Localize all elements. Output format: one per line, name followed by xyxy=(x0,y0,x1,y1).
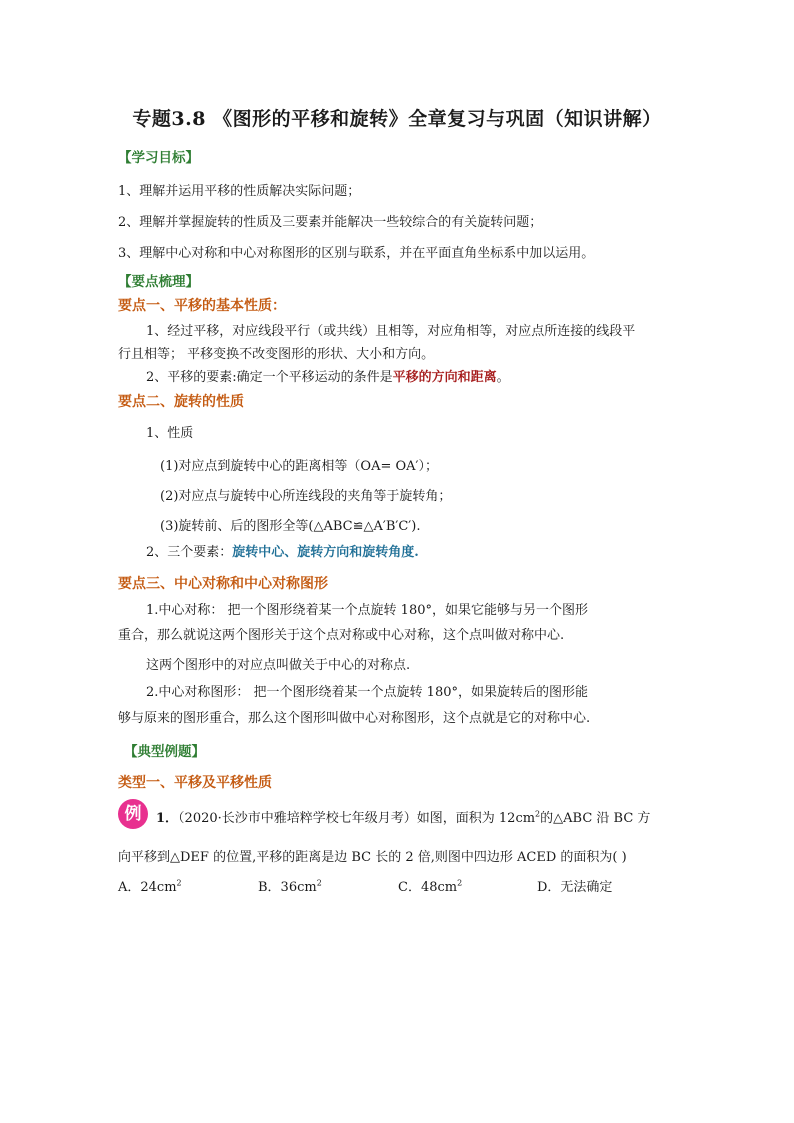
point3-c2-line2: 够与原来的图形重合，那么这个图形叫做中心对称图形，这个点就是它的对称中心. xyxy=(118,711,591,726)
point2-item2: (2)对应点与旋转中心所连线段的夹角等于旋转角； xyxy=(160,489,452,504)
keypoints-heading: 【要点梳理】 xyxy=(118,274,199,290)
option-b-sup: 2 xyxy=(316,878,322,888)
question-number: 1． xyxy=(156,811,179,826)
point3-c1-line2: 重合，那么就说这两个图形关于这个点对称或中心对称，这个点叫做对称中心. xyxy=(118,628,565,643)
option-a xyxy=(118,876,182,895)
point1-p2-text: 2、平移的要素:确定一个平移运动的条件是 xyxy=(146,370,393,385)
objective-item-3: 3、理解中心对称和中心对称图形的区别与联系，并在平面直角坐标系中加以运用。 xyxy=(118,246,595,261)
point1-heading: 要点一、平移的基本性质： xyxy=(118,298,286,314)
question1-line2: 向平移到△DEF 的位置,平移的距离是边 BC 长的 2 倍,则图中四边形 ACED 的面积为( ) xyxy=(118,850,627,865)
option-c xyxy=(398,876,462,895)
option-c-sup: 2 xyxy=(457,878,463,888)
question1-line1 xyxy=(156,807,650,826)
point2-sub2 xyxy=(146,541,419,560)
page-title: 专题3.8 《图形的平移和旋转》全章复习与巩固（知识讲解） xyxy=(132,108,662,130)
objectives-heading: 【学习目标】 xyxy=(118,150,199,166)
point2-sub1: 1、性质 xyxy=(146,426,194,441)
examples-heading: 【典型例题】 xyxy=(124,744,205,760)
option-d-label: D．无法确定 xyxy=(537,880,613,895)
example-badge: 例 xyxy=(118,799,148,829)
option-d xyxy=(537,876,612,895)
type1-heading: 类型一、平移及平移性质 xyxy=(118,775,272,791)
point2-item1: (1)对应点到旋转中心的距离相等（OA= OA′）； xyxy=(160,459,438,474)
point1-paragraph1-line2: 行且相等； 平移变换不改变图形的形状、大小和方向。 xyxy=(118,347,435,362)
point1-p2-emphasis: 平移的方向和距离 xyxy=(392,370,497,385)
option-a-sup: 2 xyxy=(176,878,182,888)
question1-sup: 2 xyxy=(535,809,541,819)
point2-heading: 要点二、旋转的性质 xyxy=(118,394,244,410)
point2-item3: (3)旋转前、后的图形全等(△ABC≌△A′B′C′). xyxy=(160,519,421,534)
point1-paragraph2 xyxy=(146,366,510,385)
point2-sub2-text: 2、三个要素： xyxy=(146,545,233,560)
option-b xyxy=(258,876,322,895)
objective-item-1: 1、理解并运用平移的性质解决实际问题； xyxy=(118,184,361,199)
objective-item-2: 2、理解并掌握旋转的性质及三要素并能解决一些较综合的有关旋转问题； xyxy=(118,215,543,230)
question1-text-b: 的△ABC 沿 BC 方 xyxy=(540,811,651,826)
point3-c1-line3: 这两个图形中的对应点叫做关于中心的对称点. xyxy=(146,658,411,673)
point1-paragraph1-line1: 1、经过平移，对应线段平行（或共线）且相等，对应角相等，对应点所连接的线段平 xyxy=(146,324,636,339)
option-a-label: A．24cm xyxy=(118,880,177,895)
question1-text-a: （2020·长沙市中雅培粹学校七年级月考）如图，面积为 12cm xyxy=(178,811,536,826)
point1-p2-end: 。 xyxy=(496,370,510,385)
point3-heading: 要点三、中心对称和中心对称图形 xyxy=(118,576,328,592)
option-b-label: B．36cm xyxy=(258,880,317,895)
point2-sub2-emphasis: 旋转中心、旋转方向和旋转角度. xyxy=(232,545,419,560)
point3-c1-line1: 1.中心对称： 把一个图形绕着某一个点旋转 180°，如果它能够与另一个图形 xyxy=(146,603,588,618)
option-c-label: C．48cm xyxy=(398,880,458,895)
point3-c2-line1: 2.中心对称图形： 把一个图形绕着某一个点旋转 180°，如果旋转后的图形能 xyxy=(146,685,588,700)
